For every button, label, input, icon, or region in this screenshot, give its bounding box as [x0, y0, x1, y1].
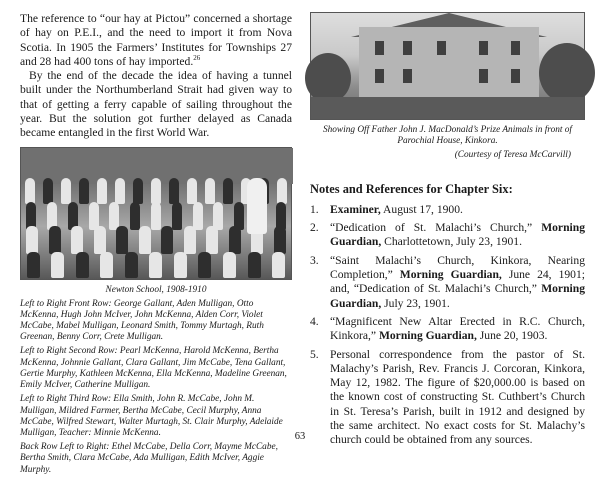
- third-row-names: Left to Right Third Row: Ella Smith, John R. McCabe, John M. Mulligan, Mildred Farmer, Bertha McCabe, Cecil Murphy, Anna McCabe, Wilfred Stewart, Walter Murtagh, St. Clair Murphy, Adelaide Mulligan, Teacher: Minnie McKenna.: [20, 394, 283, 438]
- note-text: [330, 221, 585, 250]
- left-column: [20, 12, 292, 479]
- note-item: [310, 254, 585, 311]
- photo-front-row: [21, 252, 291, 278]
- photo-ground: [311, 97, 584, 119]
- house-photo-credit: (Courtesy of Teresa McCarvill): [454, 149, 571, 160]
- notes-heading: Notes and References for Chapter Six:: [310, 181, 513, 196]
- note-text-part: Personal correspondence from the pastor of St. Malachy’s Parish, Rev. Francis J. Corcoran, Kinkora, May 12, 1982. The figure of $20,000.00 is based on the known cost of constructing St. Cuthbert’s Church in St. Teresa’s Parish, built in 1912 and designed by the same architect. No exact costs for St. Malachy’s church could be obtained from any sources.: [330, 347, 585, 447]
- body-text: [20, 12, 292, 141]
- paragraph-1: The reference to “our hay at Pictou” concerned a shortage of hay on P.E.I., and the need to import it from Nova Scotia. In 1905 the Farmers’ Institutes for Townships 27 and 28 had 400 tons of hay imported.$^{26}$: [20, 12, 292, 68]
- note-source-title: Examiner,: [330, 202, 381, 216]
- note-item: [310, 203, 585, 217]
- note-text-part: Charlottetown, July 23, 1901.: [381, 235, 522, 249]
- note-source-title: Morning Guardian,: [399, 268, 502, 282]
- note-text: [330, 254, 585, 311]
- right-column: [310, 12, 585, 452]
- note-item: [310, 315, 585, 344]
- note-source-title: Morning Guardian,: [330, 282, 585, 310]
- front-row-names: Left to Right Front Row: George Gallant, Aden Mulligan, Otto McKenna, Hugh John McIver, John McKenna, Alden Corr, Violet McCabe, Mabel Mulligan, Leonard Smith, Tommy Murtagh, Ruth Greenan, Benny Corr, Crete Mulligan.: [20, 298, 264, 343]
- back-row-names: Back Row Left to Right: Ethel McCabe, Della Corr, Mayme McCabe, Bertha Smith, Clara McCabe, Ada Mulligan, Edith McIver, Aggie Murphy.: [20, 442, 278, 475]
- school-class-photo: [20, 147, 292, 280]
- school-photo-caption: Newton School, 1908-1910: [105, 284, 207, 295]
- footnote-ref: 26: [193, 54, 201, 63]
- note-number: 4.: [310, 314, 319, 328]
- photo-teacher: [247, 178, 267, 234]
- note-text: [330, 203, 585, 217]
- note-text-part: August 17, 1900.: [380, 202, 463, 216]
- note-source-title: Morning Guardian,: [378, 329, 477, 343]
- notes-list: [310, 203, 585, 448]
- note-text-part: June 20, 1903.: [476, 329, 548, 343]
- parochial-house-photo: [310, 12, 585, 120]
- names-list: [20, 299, 292, 476]
- note-text-part: “Magnificent New Altar Erected in R.C. Church, Kinkora,”: [330, 314, 585, 343]
- note-text-part: June 24, 1901; and, “Dedication of St. Malachi’s Church,”: [330, 268, 585, 296]
- page-number: 63: [294, 431, 306, 442]
- note-number: 2.: [310, 221, 319, 235]
- photo-tree-left: [305, 53, 351, 103]
- photo-house: [359, 27, 539, 101]
- photo-tree-right: [539, 43, 595, 103]
- house-photo-caption: Showing Off Father John J. MacDonald’s Prize Animals in front of Parochial House, Kinkora.: [322, 125, 573, 147]
- note-number: 1.: [310, 202, 319, 216]
- second-row-names: Left to Right Second Row: Pearl McKenna, Harold McKenna, Bertha McKenna, Johnnie Gallant, Clara Gallant, Jim McCabe, Tena Gallant, Gertie Murphy, Kathleen McKenna, Ella McKenna, Madeline Greenan, Emily McIver, Catherine Mulligan.: [20, 346, 287, 391]
- paragraph-2: By the end of the decade the idea of having a tunnel built under the Northumberland Strait had given way to that of getting a ferry capable of sailing throughout the year. But the solution got further delayed as Canada became entangled in the first World War.: [20, 69, 292, 140]
- note-text-part: “Saint Malachi’s Church, Kinkora, Nearing Completion,”: [330, 253, 585, 282]
- note-text-part: “Dedication of St. Malachi’s Church,”: [330, 221, 542, 235]
- note-number: 3.: [310, 253, 319, 267]
- note-text-part: July 23, 1901.: [381, 296, 450, 310]
- note-number: 5.: [310, 347, 319, 361]
- note-text: [330, 315, 585, 344]
- note-source-title: Morning Guardian,: [330, 221, 585, 249]
- note-item: [310, 221, 585, 250]
